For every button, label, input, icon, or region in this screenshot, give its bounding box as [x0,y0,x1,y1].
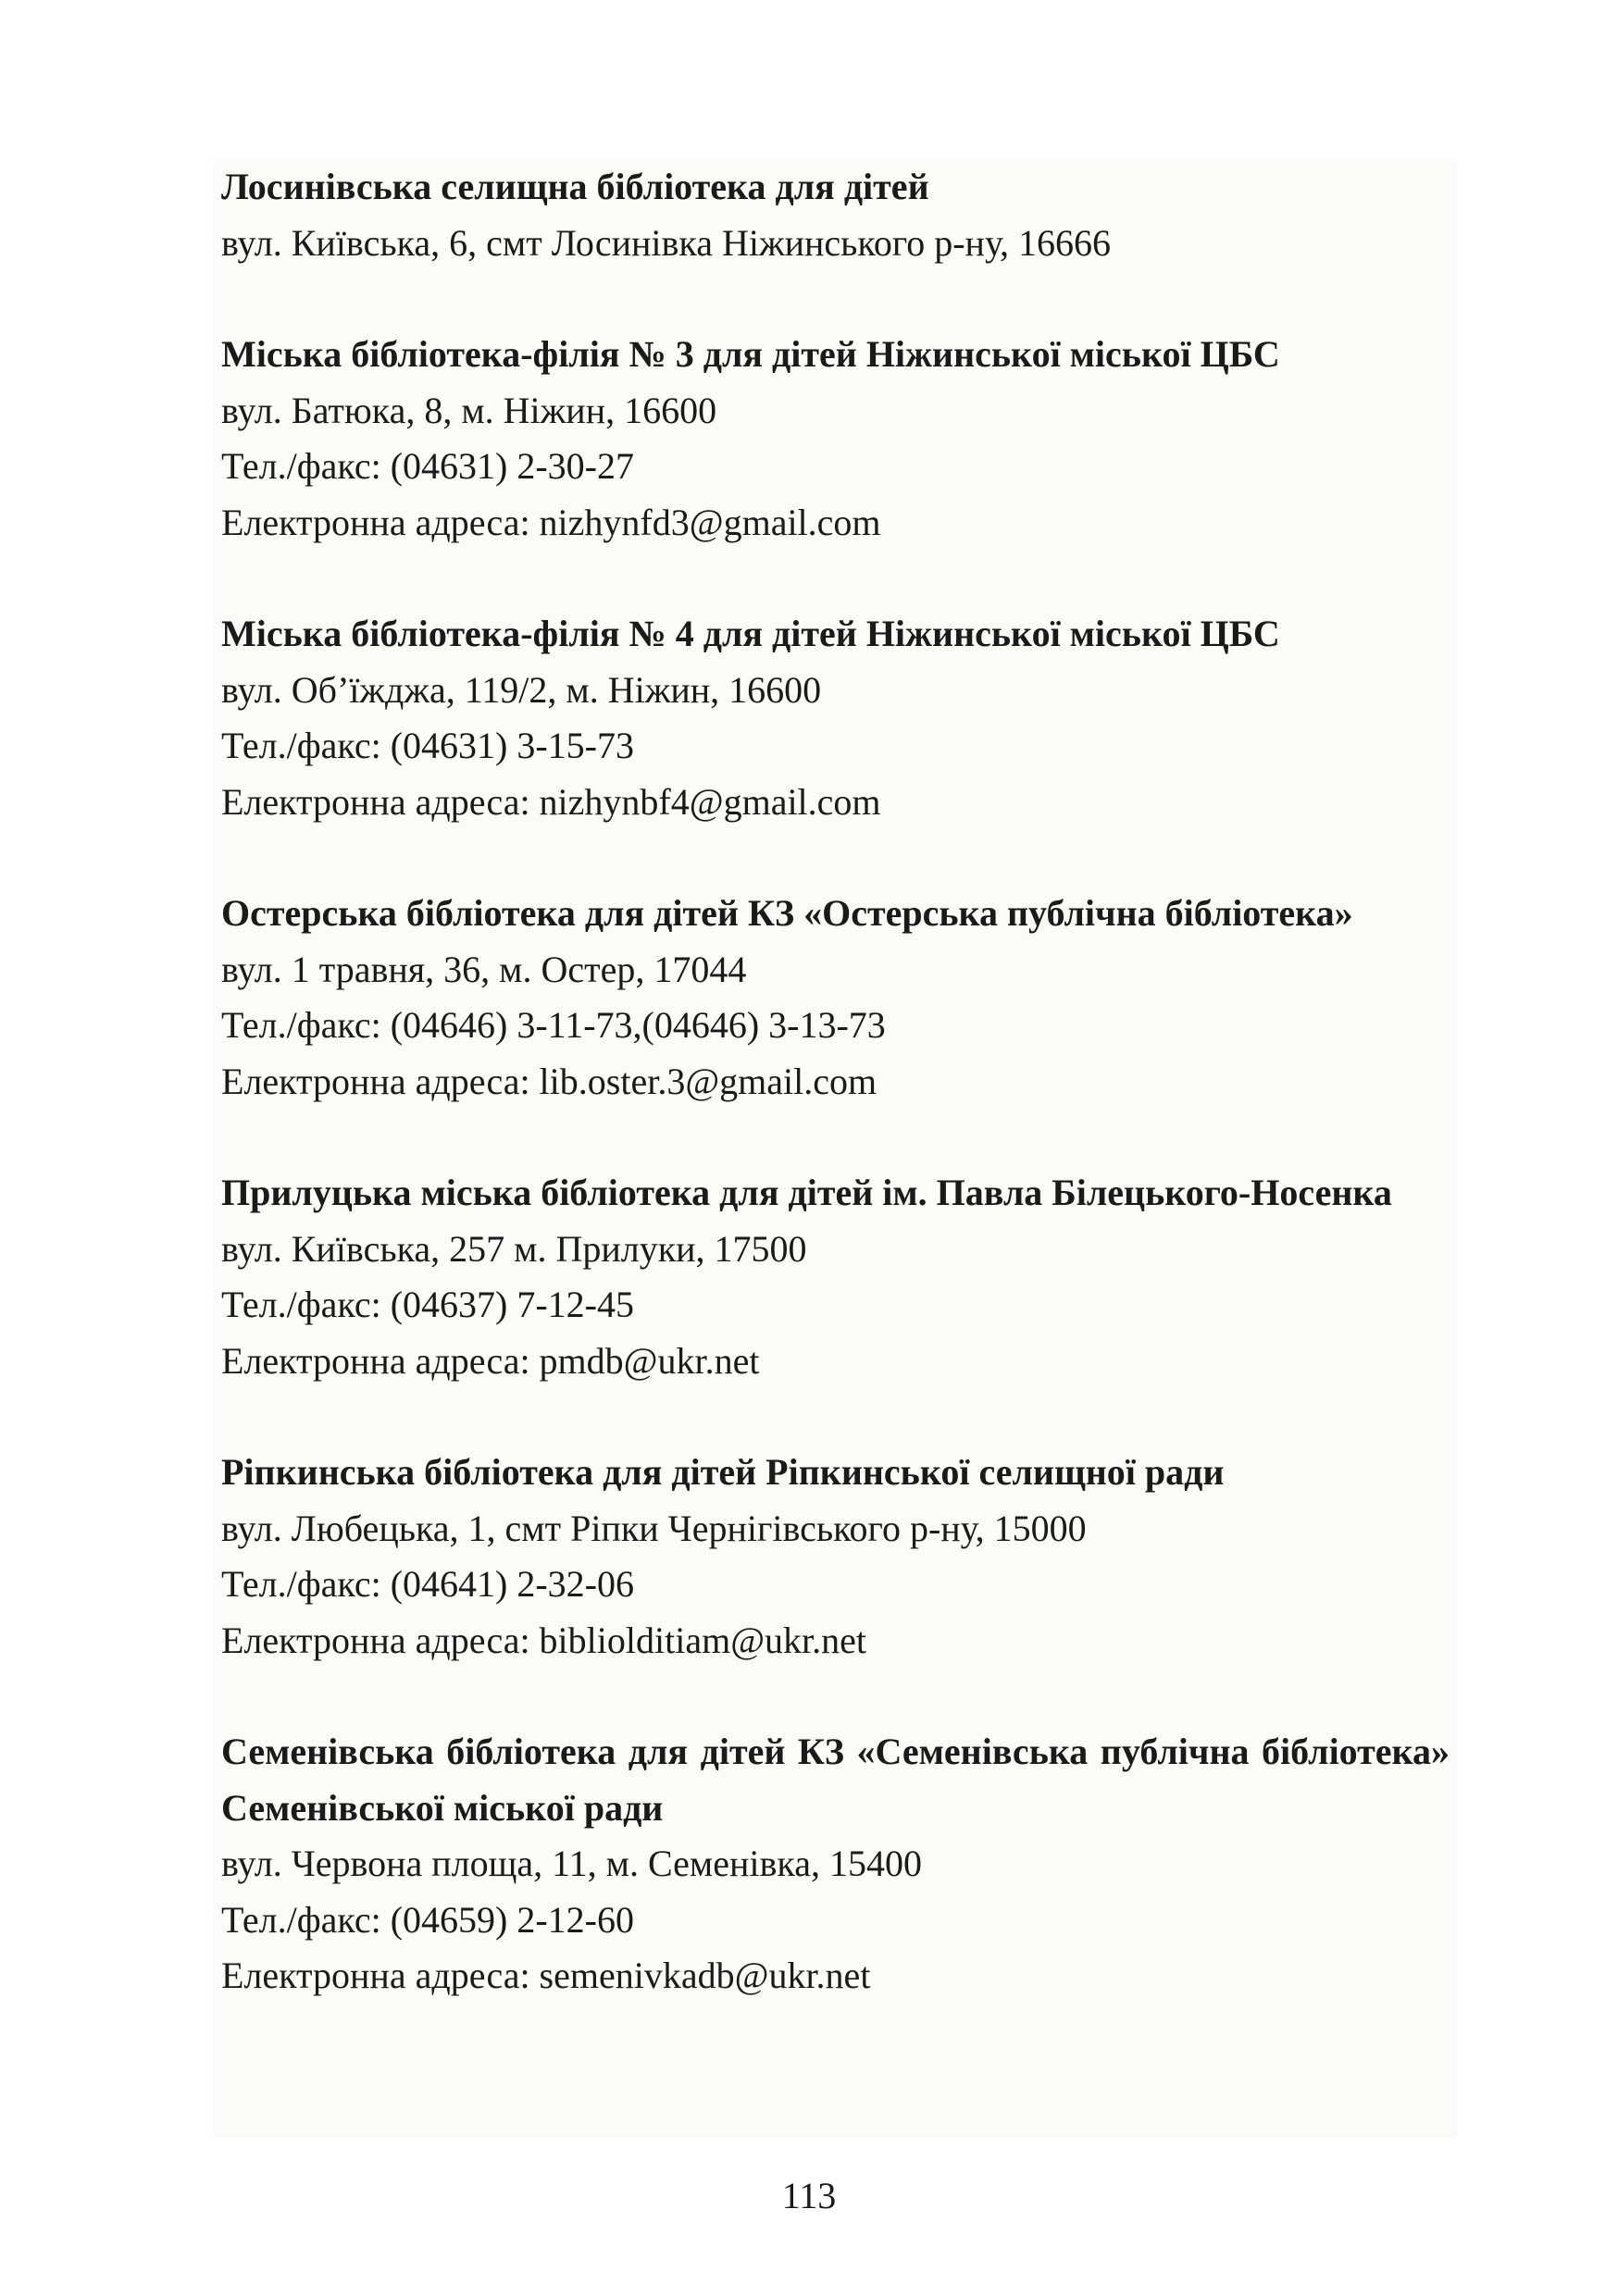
library-phone: Тел./факс: (04631) 2-30-27 [221,445,634,487]
library-address: вул. Київська, 6, смт Лосинівка Ніжинського р-ну, 16666 [221,221,1111,264]
library-entry [221,327,1450,551]
library-phone: Тел./факс: (04641) 2-32-06 [221,1563,634,1605]
library-title: Міська бібліотека-філія № 4 для дітей Ніжинської міської ЦБС [221,613,1280,654]
library-phone: Тел./факс: (04646) 3-11-73,(04646) 3-13-73 [221,1004,886,1046]
library-address: вул. 1 травня, 36, м. Остер, 17044 [221,948,747,990]
library-address: вул. Київська, 257 м. Прилуки, 17500 [221,1227,807,1270]
library-entry [221,606,1450,830]
library-entry [221,886,1450,1110]
library-phone: Тел./факс: (04659) 2-12-60 [221,1898,634,1941]
library-title: Міська бібліотека-філія № 3 для дітей Ніжинської міської ЦБС [221,333,1280,375]
page-number: 113 [781,2175,837,2216]
library-email: Електронна адреса: nizhynfd3@gmail.com [221,501,881,543]
library-address: вул. Об’їжджа, 119/2, м. Ніжин, 16600 [221,668,822,711]
library-entry [221,1165,1450,1389]
library-phone: Тел./факс: (04637) 7-12-45 [221,1284,634,1325]
library-address: вул. Батюка, 8, м. Ніжин, 16600 [221,389,717,431]
library-email: Електронна адреса: pmdb@ukr.net [221,1339,760,1382]
library-entry [221,159,1450,271]
library-list [214,159,1457,2138]
library-email: Електронна адреса: semenivkadb@ukr.net [221,1955,871,1996]
library-entry [221,1445,1450,1669]
library-title: Лосинівська селищна бібліотека для дітей [221,166,929,207]
library-phone: Тел./факс: (04631) 3-15-73 [221,725,634,766]
library-title: Остерська бібліотека для дітей КЗ «Остерська публічна бібліотека» [221,892,1353,934]
library-address: вул. Любецька, 1, смт Ріпки Чернігівського р-ну, 15000 [221,1507,1087,1549]
library-title: Семенівська бібліотека для дітей КЗ «Семенівська публічна бібліотека» Семенівської міської ради [221,1731,1450,1829]
library-email: Електронна адреса: nizhynbf4@gmail.com [221,780,881,823]
library-address: вул. Червона площа, 11, м. Семенівка, 15400 [221,1843,922,1884]
library-email: Електронна адреса: lib.oster.3@gmail.com [221,1060,877,1102]
library-email: Електронна адреса: bibliolditiam@ukr.net [221,1619,867,1661]
library-title: Ріпкинська бібліотека для дітей Ріпкинської селищної ради [221,1451,1225,1493]
library-entry [221,1724,1450,2004]
library-title: Прилуцька міська бібліотека для дітей ім. Павла Білецького-Носенка [221,1172,1392,1213]
